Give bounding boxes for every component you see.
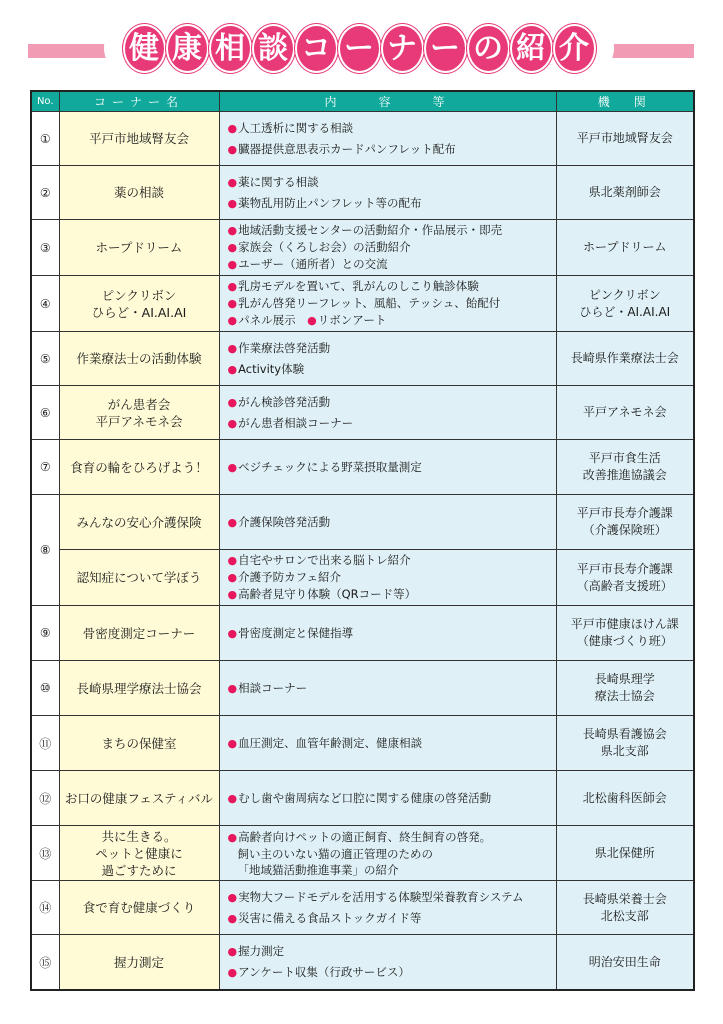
title-char: ナ — [383, 26, 422, 71]
content-item — [228, 790, 552, 807]
content-item — [228, 889, 552, 906]
row-number: ⑫ — [31, 771, 59, 826]
bullet-icon: ● — [227, 554, 238, 567]
table-row — [31, 606, 694, 661]
bullet-icon: ● — [227, 224, 238, 237]
content-item — [228, 943, 552, 960]
bullet-icon: ● — [227, 297, 238, 310]
corner-name: 平戸市地域腎友会 — [59, 112, 219, 166]
title-char: 相 — [211, 26, 250, 71]
corner-name: 骨密度測定コーナー — [59, 606, 219, 661]
table-row — [31, 881, 694, 935]
content-item — [228, 278, 552, 295]
table-row — [31, 495, 694, 550]
content-text: 握力測定 — [238, 944, 285, 958]
bullet-icon: ● — [227, 341, 238, 355]
bullet-icon: ● — [227, 945, 238, 958]
content-item — [228, 415, 552, 432]
bullet-icon: ● — [227, 175, 238, 189]
content-item — [228, 340, 552, 357]
content-item — [228, 586, 552, 603]
table-row — [31, 440, 694, 495]
bullet-icon: ● — [227, 196, 238, 210]
bullet-icon: ● — [227, 571, 238, 584]
corner-name: 共に生きる。 ペットと健康に 過ごすために — [59, 826, 219, 881]
row-number: ③ — [31, 220, 59, 276]
corner-name: 握力測定 — [59, 935, 219, 991]
row-number: ① — [31, 112, 59, 166]
corner-name: 食で育む健康づくり — [59, 881, 219, 935]
title-char: コ — [297, 26, 336, 71]
bullet-icon: ● — [227, 966, 238, 979]
organization: 平戸市健康ほけん課 （健康づくり班） — [556, 606, 694, 661]
content-text: 高齢者見守り体験（QRコード等） — [238, 587, 417, 601]
bullet-icon: ● — [227, 416, 238, 430]
content-cell — [219, 276, 556, 332]
bullet-icon: ● — [227, 314, 238, 327]
table-row — [31, 771, 694, 826]
header-org: 機 関 — [556, 91, 694, 112]
content-item — [228, 222, 552, 239]
content-text: 地域活動支援センターの活動紹介・作品展示・即売 — [238, 223, 503, 237]
content-text: パネル展示 — [238, 313, 308, 327]
bullet-icon: ● — [227, 681, 238, 695]
content-text: アンケート収集（行政サービス） — [238, 965, 410, 979]
content-text: 薬物乱用防止パンフレット等の配布 — [238, 195, 422, 210]
corner-name: まちの保健室 — [59, 716, 219, 771]
content-cell — [219, 166, 556, 220]
content-item — [228, 569, 552, 586]
organization: ピンクリボン ひらど・AI.AI.AI — [556, 276, 694, 332]
row-number: ⑧ — [31, 495, 59, 606]
content-item — [228, 910, 552, 927]
content-item — [228, 239, 552, 256]
corner-name: ピンクリボン ひらど・AI.AI.AI — [59, 276, 219, 332]
content-text: ベジチェックによる野菜摂取量測定 — [238, 459, 422, 474]
table-row — [31, 661, 694, 716]
content-item — [228, 964, 552, 981]
page-title — [104, 20, 614, 76]
content-cell — [219, 881, 556, 935]
content-cell — [219, 220, 556, 276]
header-name: コーナー名 — [59, 91, 219, 112]
corner-name: みんなの安心介護保険 — [59, 495, 219, 550]
bullet-icon: ● — [227, 890, 238, 904]
row-number: ⑦ — [31, 440, 59, 495]
bullet-icon: ● — [227, 241, 238, 254]
table-row — [31, 826, 694, 881]
bullet-icon: ● — [307, 314, 317, 327]
row-number: ⑩ — [31, 661, 59, 716]
table-row — [31, 220, 694, 276]
content-cell — [219, 495, 556, 550]
content-text: 作業療法啓発活動 — [238, 340, 331, 355]
content-item — [228, 120, 552, 137]
content-cell — [219, 661, 556, 716]
bullet-icon: ● — [227, 395, 238, 409]
bullet-icon: ● — [227, 280, 238, 293]
content-item — [228, 829, 552, 846]
organization: 長崎県理学 療法士協会 — [556, 661, 694, 716]
corner-name: 長崎県理学療法士協会 — [59, 661, 219, 716]
organization: ホープドリーム — [556, 220, 694, 276]
organization: 北松歯科医師会 — [556, 771, 694, 826]
bullet-icon: ● — [227, 911, 238, 925]
corner-table — [30, 90, 695, 991]
row-number: ⑪ — [31, 716, 59, 771]
content-text: 人工透析に関する相談 — [238, 120, 354, 135]
row-number: ⑥ — [31, 386, 59, 440]
content-text: がん患者相談コーナー — [238, 415, 354, 430]
content-item — [228, 514, 552, 531]
table-row — [31, 112, 694, 166]
content-text: 乳がん啓発リーフレット、風船、テッシュ、飴配付 — [238, 296, 501, 310]
bullet-icon: ● — [227, 830, 238, 844]
content-item — [228, 174, 552, 191]
content-cell — [219, 386, 556, 440]
bullet-icon: ● — [227, 460, 238, 474]
content-text: 飼い主のいない猫の適正管理のための — [237, 846, 433, 861]
table-row — [31, 276, 694, 332]
content-text: Activity体験 — [238, 361, 305, 376]
organization: 長崎県看護協会 県北支部 — [556, 716, 694, 771]
header-no: No. — [31, 91, 59, 112]
content-text: 高齢者向けペットの適正飼育、終生飼育の啓発。 — [238, 829, 492, 844]
content-text: 相談コーナー — [238, 680, 308, 695]
corner-name: お口の健康フェスティバル — [59, 771, 219, 826]
title-char: 健 — [125, 26, 164, 71]
corner-name: ホープドリーム — [59, 220, 219, 276]
content-item — [228, 846, 552, 862]
content-text: リボンアート — [317, 313, 387, 327]
organization: 平戸市長寿介護課 （介護保険班） — [556, 495, 694, 550]
organization: 長崎県栄養士会 北松支部 — [556, 881, 694, 935]
organization: 明治安田生命 — [556, 935, 694, 991]
table-row — [31, 935, 694, 991]
content-text: 骨密度測定と保健指導 — [238, 625, 354, 640]
bullet-icon: ● — [227, 791, 238, 805]
content-item — [228, 195, 552, 212]
content-text: 「地域猫活動推進事業」の紹介 — [237, 862, 399, 877]
content-text: 実物大フードモデルを活用する体験型栄養教育システム — [238, 889, 524, 904]
content-cell — [219, 112, 556, 166]
content-text: むし歯や歯周病など口腔に関する健康の啓発活動 — [238, 790, 492, 805]
content-cell — [219, 826, 556, 881]
organization: 県北保健所 — [556, 826, 694, 881]
row-number: ② — [31, 166, 59, 220]
content-cell — [219, 550, 556, 606]
title-char: 介 — [555, 26, 594, 71]
corner-name: 薬の相談 — [59, 166, 219, 220]
table-row — [31, 332, 694, 386]
content-item — [228, 862, 552, 878]
content-cell — [219, 606, 556, 661]
bullet-icon: ● — [227, 142, 238, 156]
content-item — [228, 295, 552, 312]
content-text: 血圧測定、血管年齢測定、健康相談 — [238, 735, 423, 750]
content-text: がん検診啓発活動 — [238, 394, 331, 409]
content-item — [228, 735, 552, 752]
content-item — [228, 625, 552, 642]
content-item — [228, 312, 552, 329]
bullet-icon: ● — [227, 121, 238, 135]
content-text: 薬に関する相談 — [238, 174, 319, 189]
content-cell — [219, 716, 556, 771]
organization: 県北薬剤師会 — [556, 166, 694, 220]
title-char: 談 — [254, 26, 293, 71]
header-content: 内 容 等 — [219, 91, 556, 112]
organization: 平戸アネモネ会 — [556, 386, 694, 440]
bullet-icon: ● — [227, 515, 238, 529]
content-item — [228, 459, 552, 476]
organization: 平戸市地域腎友会 — [556, 112, 694, 166]
content-text: 乳房モデルを置いて、乳がんのしこり触診体験 — [238, 279, 479, 293]
content-cell — [219, 332, 556, 386]
title-char: 康 — [168, 26, 207, 71]
corner-name: 作業療法士の活動体験 — [59, 332, 219, 386]
content-text: 災害に備える食品ストックガイド等 — [238, 910, 422, 925]
content-item — [228, 141, 552, 158]
row-number: ⑨ — [31, 606, 59, 661]
title-char: ー — [340, 26, 379, 71]
bullet-icon: ● — [227, 626, 238, 640]
corner-name: 認知症について学ぼう — [59, 550, 219, 606]
content-text: 介護予防カフェ紹介 — [238, 570, 342, 584]
row-number: ⑤ — [31, 332, 59, 386]
bullet-icon: ● — [227, 736, 238, 750]
content-item — [228, 394, 552, 411]
corner-name: がん患者会 平戸アネモネ会 — [59, 386, 219, 440]
content-text: 介護保険啓発活動 — [238, 514, 331, 529]
content-cell — [219, 440, 556, 495]
bullet-icon: ● — [227, 588, 238, 601]
content-text: 家族会（くろしお会）の活動紹介 — [238, 240, 411, 254]
organization: 長崎県作業療法士会 — [556, 332, 694, 386]
content-text: 臓器提供意思表示カードパンフレット配布 — [238, 141, 456, 156]
title-char: の — [469, 26, 508, 71]
bullet-icon: ● — [227, 362, 238, 376]
content-text: 自宅やサロンで出来る脳トレ紹介 — [238, 553, 411, 567]
row-number: ⑮ — [31, 935, 59, 991]
row-number: ⑬ — [31, 826, 59, 881]
row-number: ⑭ — [31, 881, 59, 935]
content-item — [228, 552, 552, 569]
content-item — [228, 680, 552, 697]
table-row — [31, 386, 694, 440]
title-char: ー — [426, 26, 465, 71]
organization: 平戸市長寿介護課 （高齢者支援班） — [556, 550, 694, 606]
table-row — [31, 716, 694, 771]
content-cell — [219, 935, 556, 991]
organization: 平戸市食生活 改善推進協議会 — [556, 440, 694, 495]
row-number: ④ — [31, 276, 59, 332]
content-item — [228, 256, 552, 273]
table-row — [31, 550, 694, 606]
corner-name: 食育の輪をひろげよう！ — [59, 440, 219, 495]
title-char: 紹 — [512, 26, 551, 71]
table-row — [31, 166, 694, 220]
content-text: ユーザー（通所者）との交流 — [238, 257, 388, 271]
bullet-icon: ● — [227, 258, 238, 271]
content-item — [228, 361, 552, 378]
content-cell — [219, 771, 556, 826]
